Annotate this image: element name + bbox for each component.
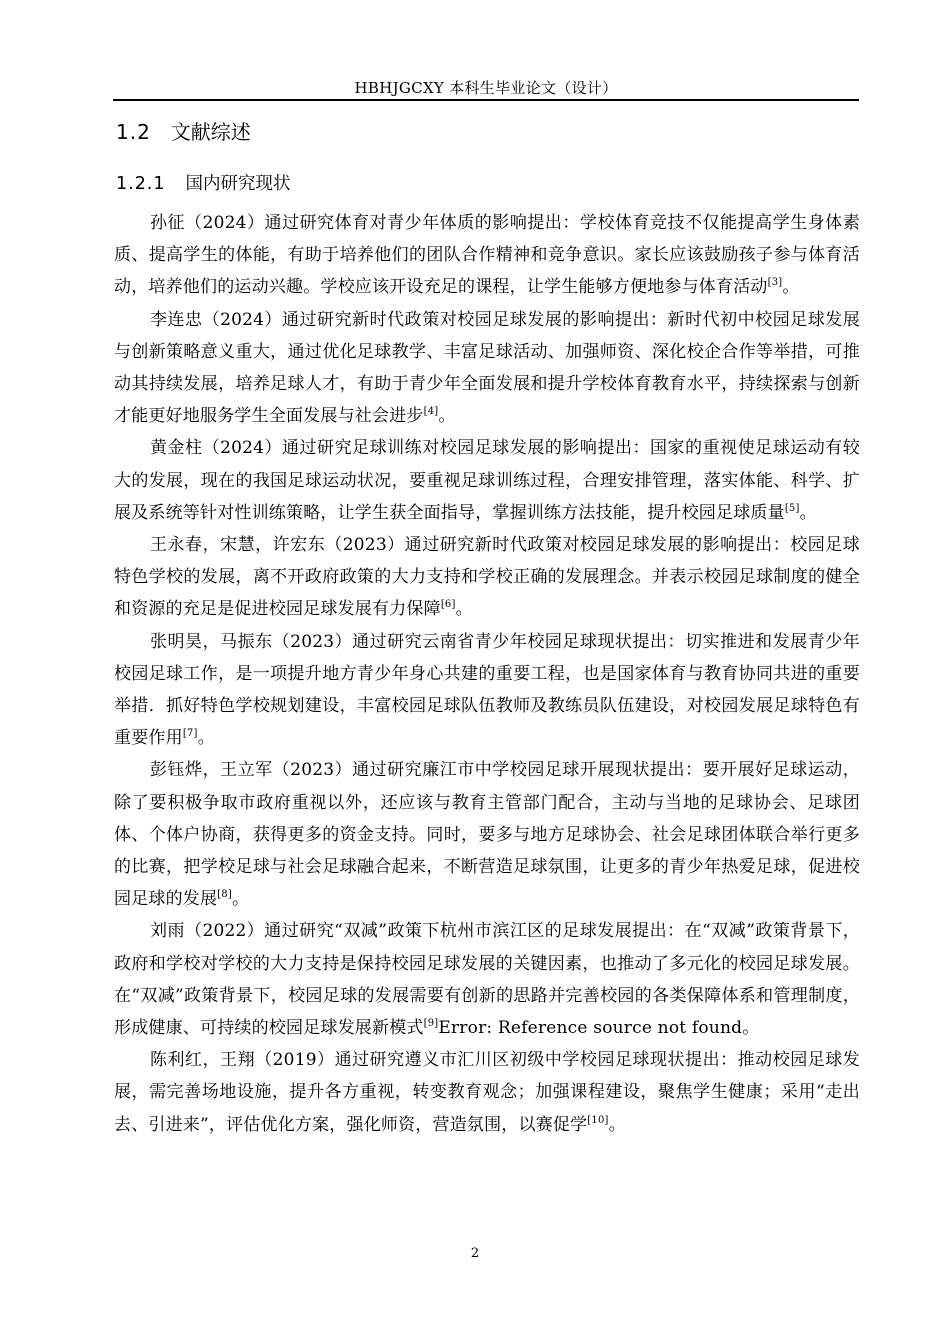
citation-reference[interactable]: [10]	[587, 1114, 609, 1126]
paragraph-text: 彭钰烨，王立军（2023）通过研究廉江市中学校园足球开展现状提出：要开展好足球运动，除了要积极争取市政府重视以外，还应该与教育主管部门配合，主动与当地的足球协会、足球团体、个体户协商，获得更多的资金支持。同时，要多与地方足球协会、社会足球团体联合举行更多的比赛，把学校足球与社会足球融合起来，不断营造足球氛围，让更多的青少年热爱足球，促进校园足球的发展	[114, 760, 860, 910]
paragraph	[114, 207, 860, 304]
citation-reference[interactable]: [7]	[182, 728, 198, 740]
citation-reference[interactable]: [4]	[423, 406, 439, 418]
page-header: HBHJGCXY 本科生毕业论文（设计）	[354, 79, 618, 97]
paragraph-text: 孙征（2024）通过研究体育对青少年体质的影响提出：学校体育竞技不仅能提高学生身体素质、提高学生的体能，有助于培养他们的团队合作精神和竞争意识。家长应该鼓励孩子参与体育活动，培养他们的运动兴趣。学校应该开设充足的课程，让学生能够方便地参与体育活动	[114, 213, 860, 298]
paragraph-tail: 。	[608, 1114, 626, 1135]
page-number: 2	[470, 1246, 480, 1261]
paragraph	[114, 529, 860, 626]
paragraph-text: 张明昊，马振东（2023）通过研究云南省青少年校园足球现状提出：切实推进和发展青少年校园足球工作，是一项提升地方青少年身心共建的重要工程，也是国家体育与教育协同共进的重要举措．抓好特色学校规划建设，丰富校园足球队伍教师及教练员队伍建设，对校园发展足球特色有重要作用	[114, 631, 860, 749]
section-heading	[116, 118, 251, 146]
paragraph-tail: Error: Reference source not found。	[438, 1018, 760, 1039]
citation-reference[interactable]: [8]	[217, 889, 232, 901]
paragraph	[114, 1044, 860, 1141]
citation-reference[interactable]: [6]	[440, 599, 456, 611]
paragraph-text: 刘雨（2022）通过研究“双减”政策下杭州市滨江区的足球发展提出：在“双减”政策背景下，政府和学校对学校的大力支持是保持校园足球发展的关键因素，也推动了多元化的校园足球发展。在“双减”政策背景下，校园足球的发展需要有创新的思路并完善校园的各类保障体系和管理制度，形成健康、可持续的校园足球发展新模式	[114, 921, 860, 1039]
paragraph	[114, 754, 860, 915]
subsection-title: 国内研究现状	[185, 174, 291, 194]
citation-reference[interactable]: [3]	[767, 277, 783, 289]
paragraph	[114, 304, 860, 433]
paragraph	[114, 432, 860, 529]
paragraph-tail: 。	[438, 406, 456, 427]
paragraph-text: 黄金柱（2024）通过研究足球训练对校园足球发展的影响提出：国家的重视使足球运动有较大的发展，现在的我国足球运动状况，要重视足球训练过程，合理安排管理，落实体能、科学、扩展及系统等针对性训练策略，让学生获全面指导，掌握训练方法技能，提升校园足球质量	[114, 438, 860, 523]
header-rule	[113, 99, 859, 101]
citation-reference[interactable]: [9]	[423, 1018, 439, 1030]
subsection-number: 1.2.1	[116, 174, 166, 194]
section-number: 1.2	[116, 120, 151, 144]
section-title: 文献综述	[170, 120, 251, 144]
body-text	[114, 207, 860, 1141]
paragraph-tail: 。	[782, 277, 800, 298]
paragraph-text: 陈利红，王翔（2019）通过研究遵义市汇川区初级中学校园足球现状提出：推动校园足球发展，需完善场地设施，提升各方重视，转变教育观念；加强课程建设，聚焦学生健康；采用“走出去、引进来”，评估优化方案，强化师资，营造氛围，以赛促学	[114, 1050, 860, 1135]
paragraph-text: 李连忠（2024）通过研究新时代政策对校园足球发展的影响提出：新时代初中校园足球发展与创新策略意义重大，通过优化足球教学、丰富足球活动、加强师资、深化校企合作等举措，可推动其持续发展，培养足球人才，有助于青少年全面发展和提升学校体育教育水平，持续探索与创新才能更好地服务学生全面发展与社会进步	[114, 309, 860, 427]
paragraph-tail: 。	[197, 728, 215, 749]
paragraph-tail: 。	[799, 502, 817, 523]
paragraph-tail: 。	[231, 889, 250, 910]
citation-reference[interactable]: [5]	[784, 502, 800, 514]
paragraph-tail: 。	[455, 599, 473, 620]
paragraph	[114, 626, 860, 755]
subsection-heading	[116, 171, 291, 197]
paragraph	[114, 915, 860, 1044]
paragraph-text: 王永春，宋慧，许宏东（2023）通过研究新时代政策对校园足球发展的影响提出：校园足球特色学校的发展，离不开政府政策的大力支持和学校正确的发展理念。并表示校园足球制度的健全和资源的充足是促进校园足球发展有力保障	[114, 535, 860, 620]
